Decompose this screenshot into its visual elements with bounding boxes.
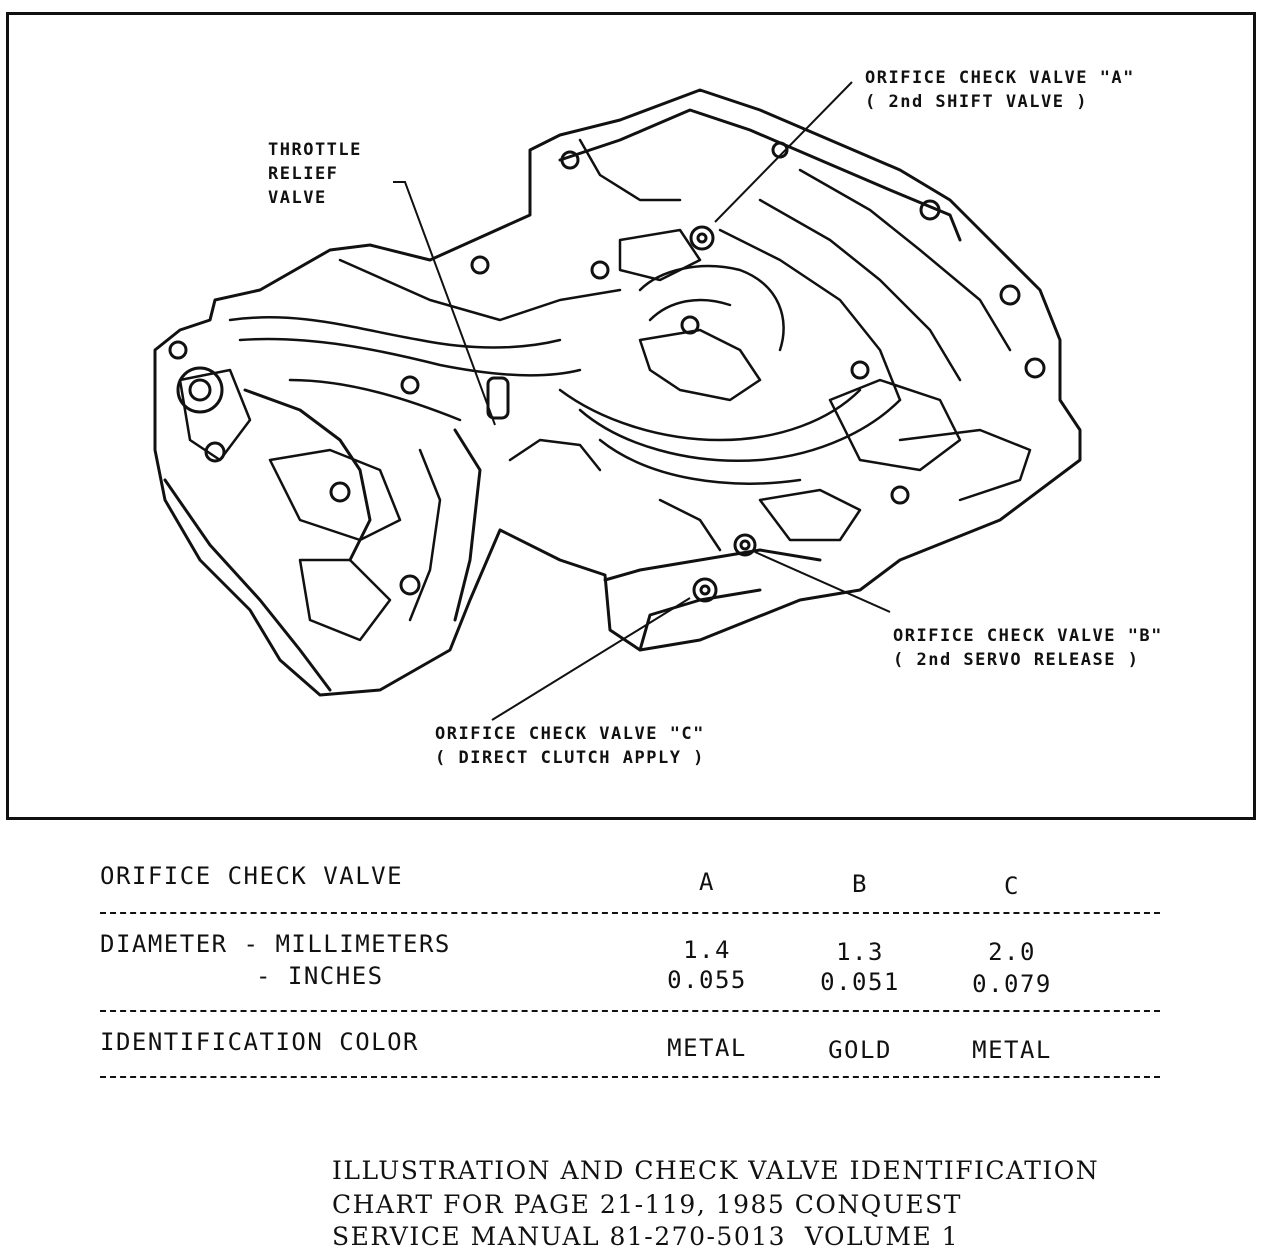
callout-valve-b [893, 624, 1163, 672]
callout-line: ( 2nd SERVO RELEASE ) [893, 650, 1140, 670]
table-divider [100, 912, 1160, 914]
bolt-hole [170, 342, 186, 358]
bolt-hole [852, 362, 868, 378]
diameter-mm-b: 1.3 [836, 938, 884, 966]
callout-valve-c [435, 722, 705, 770]
diameter-mm-a: 1.4 [683, 936, 731, 964]
table-divider [100, 1076, 1160, 1078]
bolt-hole [472, 257, 488, 273]
identification-color-label: IDENTIFICATION COLOR [100, 1028, 419, 1056]
callout-line: ( DIRECT CLUTCH APPLY ) [435, 748, 705, 768]
bolt-hole [178, 368, 222, 412]
callout-line: ORIFICE CHECK VALVE "C" [435, 724, 705, 744]
bolt-hole [1026, 359, 1044, 377]
callout-throttle-relief-valve [268, 138, 362, 210]
diameter-in-b: 0.051 [820, 968, 900, 996]
callout-line: ORIFICE CHECK VALVE "B" [893, 626, 1163, 646]
leader-line-valve-c [492, 598, 690, 720]
bolt-hole [402, 377, 418, 393]
bolt-hole [401, 576, 419, 594]
caption-line: SERVICE MANUAL 81-270-5013 VOLUME 1 [332, 1222, 960, 1251]
callout-line: VALVE [268, 188, 327, 208]
column-header-a: A [699, 868, 715, 896]
bolt-hole [331, 483, 349, 501]
callout-line: ( 2nd SHIFT VALVE ) [865, 92, 1088, 112]
caption-line: ILLUSTRATION AND CHECK VALVE IDENTIFICATION [332, 1156, 1100, 1185]
callout-line: THROTTLE [268, 140, 362, 160]
color-b: GOLD [828, 1036, 892, 1064]
column-header-b: B [852, 870, 868, 898]
diameter-mm-label: DIAMETER - MILLIMETERS [100, 930, 451, 958]
caption-line: CHART FOR PAGE 21-119, 1985 CONQUEST [332, 1190, 962, 1219]
callout-line: ORIFICE CHECK VALVE "A" [865, 68, 1135, 88]
bolt-hole [592, 262, 608, 278]
bolt-hole [1001, 286, 1019, 304]
color-c: METAL [972, 1036, 1052, 1064]
check-valve-a-pin [691, 227, 713, 249]
diameter-mm-c: 2.0 [988, 938, 1036, 966]
table-header-label: ORIFICE CHECK VALVE [100, 862, 404, 890]
color-a: METAL [667, 1034, 747, 1062]
diameter-in-a: 0.055 [667, 966, 747, 994]
column-header-c: C [1004, 872, 1020, 900]
callout-line: RELIEF [268, 164, 339, 184]
callout-valve-a [865, 66, 1135, 114]
diameter-in-c: 0.079 [972, 970, 1052, 998]
bolt-hole [892, 487, 908, 503]
table-divider [100, 1010, 1160, 1012]
diameter-in-label: - INCHES [256, 962, 384, 990]
